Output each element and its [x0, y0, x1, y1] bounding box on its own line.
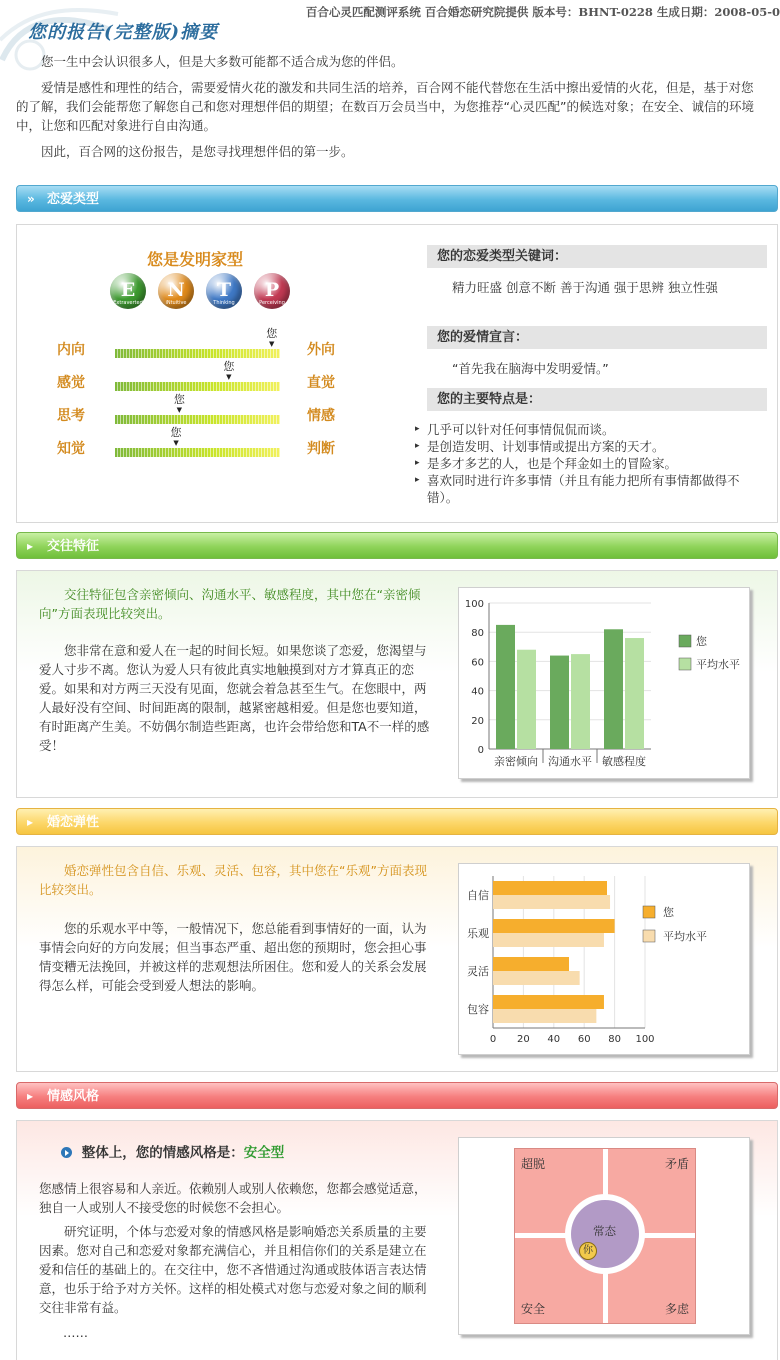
section-header-emotion[interactable] — [16, 1082, 778, 1109]
legend-swatch — [679, 635, 691, 647]
bar-you — [493, 919, 615, 933]
dimension-left-label: 感觉 — [57, 375, 85, 391]
page-title: 您的报告(完整版)摘要 — [28, 22, 219, 43]
bar-you — [493, 957, 569, 971]
bar-average — [493, 933, 604, 947]
you-marker — [166, 424, 186, 447]
social-bar-chart — [459, 588, 749, 778]
dimension-row — [17, 426, 377, 462]
emotion-panel — [16, 1120, 778, 1360]
social-detail — [39, 641, 434, 755]
social-chart — [458, 587, 750, 779]
section-title: 恋爱类型 — [47, 192, 100, 207]
bar-average — [517, 650, 536, 749]
detail-text: 研究证明，个体与恋爱对象的情感风格是影响婚恋关系质量的主要因素。您对自己和恋爱对象都充满信心，并且相信你们的关系是建立在爱和信任的基础上的。在交往中，您不吝惜通过沟通或肢体语言表达情意，也乐于给予对方关怀。这样的相处模式对您与恋爱对象之间的顺利交往非常有益。 — [39, 1224, 427, 1315]
y-tick-label: 乐观 — [467, 927, 489, 940]
traits-list — [415, 421, 760, 506]
legend-label: 您 — [696, 635, 707, 648]
dimension-bar — [115, 349, 280, 358]
overall-value: 安全型 — [243, 1145, 285, 1161]
bar-average — [571, 654, 590, 749]
intro-text — [16, 52, 764, 161]
x-tick-label: 20 — [517, 1034, 530, 1045]
intro-paragraph: 爱情是感性和理性的结合，需要爱情火花的激发和共同生活的培养，百合网不能代替您在生活中擦出爱情的火花，但是，基于对您的了解，我们会能帮您了解您自己和您对理想伴侣的期望；在数百万会员当中，为您推荐“心灵匹配”的候选对象；在安全、诚信的环境中，让您和匹配对象进行自由沟通。 — [16, 80, 754, 133]
ellipsis: …… — [63, 1325, 88, 1340]
mbti-letter-sublabel: iNtuitive — [165, 300, 187, 306]
bar-you — [493, 881, 607, 895]
x-tick-label: 40 — [547, 1034, 561, 1045]
x-tick-label: 100 — [635, 1034, 655, 1045]
intro-paragraph: 您一生中会认识很多人，但是大多数可能都不适合成为您的伴侣。 — [41, 54, 404, 69]
dimension-left-label: 内向 — [57, 342, 85, 358]
detail-text: 您非常在意和爱人在一起的时间长短。如果您谈了恋爱，您渴望与爱人寸步不离。您认为爱人只有彼此真实地触摸到对方才算真正的恋爱。如果和对方两三天没有见面，您就会着急甚至生气。在您眼中，两人最好没有空间、时间距离的限制，越紧密越相爱。但是您也要知道，有时距离产生美。不妨偶尔制造些距离，也许会带给您和TA不一样的感受！ — [39, 643, 430, 753]
emotion-p2 — [39, 1222, 434, 1317]
down-triangle-icon: ▼ — [269, 340, 275, 348]
mbti-letter-n: N iNtuitive — [158, 273, 194, 309]
legend-label: 您 — [663, 906, 674, 919]
marker-label: 您 — [173, 393, 185, 406]
declaration-heading: 您的爱情宣言： — [427, 326, 767, 349]
mbti-letter-sublabel: Extraverted — [113, 300, 143, 306]
dimension-left-label: 思考 — [57, 408, 85, 424]
elasticity-panel — [16, 846, 778, 1072]
quadrant-label: 超脱 — [521, 1157, 546, 1171]
dimension-bar — [115, 415, 280, 424]
social-panel — [16, 570, 778, 798]
y-tick-label: 灵活 — [467, 965, 489, 978]
bar-you — [550, 656, 569, 749]
mbti-letter-sublabel: Thinking — [213, 300, 235, 306]
x-tick-label: 亲密倾向 — [494, 755, 538, 768]
quadrant-label: 矛盾 — [664, 1157, 689, 1171]
chevron-right-icon: ▸ — [27, 815, 34, 829]
style-quadrant — [514, 1148, 696, 1324]
down-triangle-icon: ▼ — [176, 406, 183, 414]
social-summary — [39, 585, 434, 623]
you-marker — [169, 391, 189, 414]
mbti-letter-p: P Perceiving — [254, 273, 290, 309]
down-triangle-icon: ▼ — [226, 373, 232, 381]
elasticity-chart — [458, 863, 750, 1055]
y-tick-label: 包容 — [467, 1003, 489, 1016]
bar-you — [604, 629, 623, 749]
legend-swatch — [643, 906, 655, 918]
legend-label: 平均水平 — [696, 658, 740, 671]
you-marker — [219, 358, 239, 381]
bullet-circle-icon — [61, 1147, 72, 1158]
y-tick-label: 20 — [471, 715, 484, 727]
mbti-letter-t: T Thinking — [206, 273, 242, 309]
you-marker — [262, 325, 282, 348]
report-meta: 百合心灵匹配测评系统 百合婚恋研究院提供 版本号：BHNT-0228 生成日期：2008-05-0 — [305, 5, 780, 19]
elasticity-detail — [39, 919, 434, 995]
quadrant-label: 安全 — [521, 1302, 546, 1316]
keywords-text: 精力旺盛 创意不断 善于沟通 强于思辨 独立性强 — [452, 280, 718, 295]
elasticity-summary — [39, 861, 434, 899]
section-header-love-type[interactable] — [16, 185, 778, 212]
bar-average — [493, 895, 610, 909]
y-tick-label: 100 — [464, 599, 484, 610]
list-item: ▸ 喜欢同时进行许多事情（并且有能力把所有事情都做得不错）。 — [415, 472, 760, 506]
emotion-p1: 您感情上很容易和人亲近。依赖别人或别人依赖您，您都会感觉适意，独自一人或别人不接受您的时候您不会担心。 — [39, 1181, 427, 1215]
y-tick-label: 80 — [471, 628, 484, 640]
dimension-bar — [115, 382, 280, 391]
x-tick-label: 60 — [577, 1034, 591, 1045]
keywords-heading: 您的恋爱类型关键词： — [427, 245, 767, 268]
legend-label: 平均水平 — [663, 930, 707, 943]
chevron-right-icon: ▸ — [27, 1089, 34, 1103]
intro-paragraph: 因此，百合网的这份报告，是您寻找理想伴侣的第一步。 — [41, 144, 354, 159]
double-chevron-icon: » — [27, 192, 35, 206]
chevron-right-icon: ▸ — [27, 539, 34, 553]
list-item: ▸ 几乎可以针对任何事情侃侃而谈。 — [415, 421, 760, 438]
section-title: 婚恋弹性 — [47, 815, 100, 830]
overall-label: 整体上，您的情感风格是： — [81, 1145, 244, 1161]
summary-text: 婚恋弹性包含自信、乐观、灵活、包容，其中您在“乐观”方面表现比较突出。 — [39, 863, 427, 897]
marker-label: 您 — [223, 360, 235, 373]
dimension-right-label: 直觉 — [307, 375, 335, 391]
list-item: ▸ 是创造发明、计划事情或提出方案的天才。 — [415, 438, 760, 455]
dimension-right-label: 判断 — [307, 441, 335, 457]
love-type-panel — [16, 224, 778, 523]
emotion-style-chart — [458, 1137, 750, 1335]
dimension-bar — [115, 448, 280, 457]
y-tick-label: 0 — [477, 745, 484, 756]
bar-average — [625, 638, 644, 749]
down-triangle-icon: ▼ — [173, 439, 179, 447]
section-header-social[interactable] — [16, 532, 778, 559]
you-marker: 你 — [579, 1242, 597, 1260]
dimension-row — [17, 360, 377, 396]
center-label: 常态 — [593, 1224, 616, 1238]
x-tick-label: 沟通水平 — [548, 755, 592, 768]
traits-heading: 您的主要特点是： — [427, 388, 767, 411]
bar-you — [493, 995, 604, 1009]
x-tick-label: 80 — [608, 1034, 621, 1045]
emotion-overall — [61, 1141, 284, 1161]
dimension-right-label: 外向 — [307, 342, 335, 358]
y-tick-label: 40 — [471, 686, 484, 698]
bar-average — [493, 1009, 596, 1023]
section-title: 交往特征 — [47, 539, 100, 554]
declaration-text: “首先我在脑海中发明爱情。” — [452, 361, 609, 376]
legend-swatch — [643, 930, 655, 942]
legend-swatch — [679, 658, 691, 670]
y-tick-label: 60 — [471, 657, 484, 669]
list-item: ▸ 是多才多艺的人，也是个拜金如土的冒险家。 — [415, 455, 760, 472]
summary-text: 交往特征包含亲密倾向、沟通水平、敏感程度，其中您在“亲密倾向”方面表现比较突出。 — [39, 587, 421, 621]
type-title: 您是发明家型 — [147, 250, 244, 269]
section-title: 情感风格 — [47, 1089, 100, 1104]
marker-label: 您 — [266, 327, 278, 340]
dimension-row — [17, 393, 377, 429]
quadrant-label: 多虑 — [664, 1302, 689, 1316]
dimension-left-label: 知觉 — [57, 441, 85, 457]
dimension-row — [17, 327, 377, 363]
bar-you — [496, 625, 515, 749]
marker-label: 您 — [170, 426, 182, 439]
y-tick-label: 自信 — [467, 889, 489, 902]
elasticity-bar-chart — [459, 864, 749, 1054]
mbti-letter-e: E Extraverted — [110, 273, 146, 309]
section-header-elasticity[interactable] — [16, 808, 778, 835]
dimension-right-label: 情感 — [307, 408, 335, 424]
x-tick-label: 0 — [489, 1034, 497, 1045]
bar-average — [493, 971, 580, 985]
x-tick-label: 敏感程度 — [602, 755, 646, 768]
detail-text: 您的乐观水平中等，一般情况下，您总能看到事情好的一面，认为事情会向好的方向发展；但当事态严重、超出您的预期时，您会担心事情变糟无法挽回，并被这样的悲观想法所困住。您和爱人的关系会发展得怎么样，可能会受到爱人想法的影响。 — [39, 921, 427, 993]
mbti-letter-sublabel: Perceiving — [259, 300, 285, 306]
